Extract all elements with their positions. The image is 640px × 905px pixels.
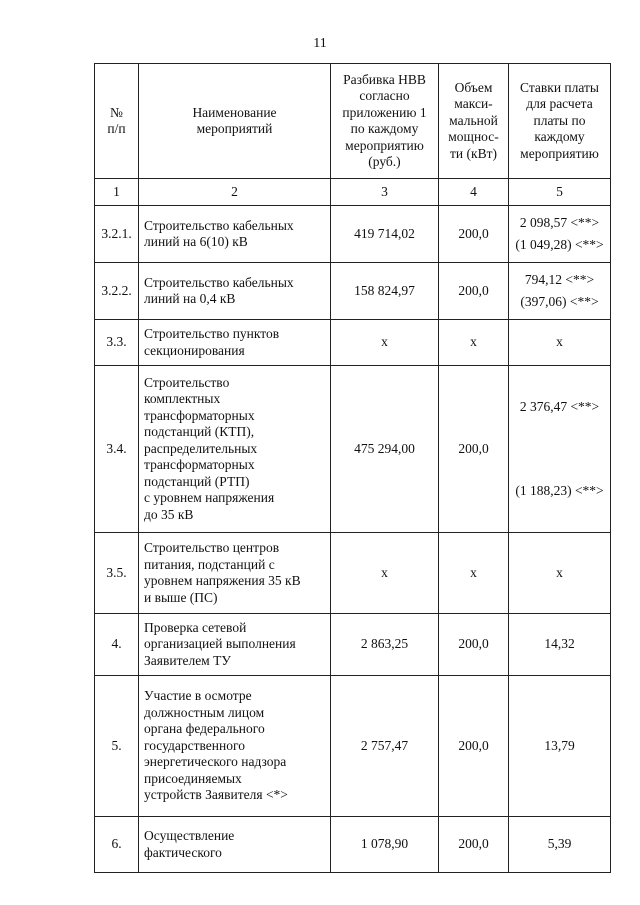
header-rate-line: для расчета [526, 96, 593, 112]
rate-main: 2 376,47 <**> [519, 399, 600, 414]
row-power: x [439, 320, 509, 366]
row-name-line: Участие в осмотре [144, 688, 252, 704]
row-number: 4. [95, 614, 139, 676]
row-name-line: Проверка сетевой [144, 619, 247, 635]
row-rate [509, 263, 611, 320]
row-nvv: 2 863,25 [331, 614, 439, 676]
row-name-line: Строительство [144, 374, 230, 390]
row-name-line: Строительство центров [144, 540, 280, 555]
rate-alt: (397,06) <**> [520, 293, 599, 309]
header-power-line: ти (кВт) [450, 145, 497, 161]
row-name [139, 817, 331, 873]
rate-main: 2 098,57 <**> [519, 215, 600, 230]
row-name [139, 614, 331, 676]
row-nvv: 475 294,00 [331, 366, 439, 533]
row-power: 200,0 [439, 817, 509, 873]
rate-stack [513, 272, 606, 310]
table-body [95, 206, 611, 873]
row-name-line: присоединяемых [144, 770, 242, 786]
index-row [95, 179, 611, 206]
header-name [139, 64, 331, 179]
header-rate [509, 64, 611, 179]
table-row [95, 676, 611, 817]
row-name-line: уровнем напряжения 35 кВ [144, 573, 301, 588]
header-power-line: макси- [454, 96, 493, 112]
row-rate: 14,32 [509, 614, 611, 676]
row-number: 3.2.1. [95, 206, 139, 263]
header-nvv-line: согласно [359, 88, 410, 103]
index-cell: 5 [509, 179, 611, 206]
row-rate: x [509, 320, 611, 366]
row-name-line: организацией выполнения [144, 636, 296, 652]
row-name [139, 206, 331, 263]
table-row [95, 366, 611, 533]
rate-alt: (1 188,23) <**> [515, 482, 604, 498]
header-rate-line: мероприятию [520, 145, 599, 161]
row-name-line: Заявителем ТУ [144, 652, 231, 668]
row-nvv: 158 824,97 [331, 263, 439, 320]
row-nvv: x [331, 533, 439, 614]
page-number: 11 [313, 36, 327, 51]
row-name-line: с уровнем напряжения [144, 490, 275, 506]
header-nvv-line: приложению 1 [342, 104, 427, 120]
row-name-line: подстанций (КТП), [144, 424, 255, 440]
row-number: 6. [95, 817, 139, 873]
row-rate: 13,79 [509, 676, 611, 817]
header-nvv-line: мероприятию [345, 137, 424, 153]
row-name-line: фактического [144, 844, 222, 860]
header-name-line: мероприятий [196, 121, 273, 136]
row-power: 200,0 [439, 366, 509, 533]
header-rate-line: Ставки платы [520, 79, 599, 95]
header-power-line: мальной [449, 112, 498, 128]
row-name-line: и выше (ПС) [144, 589, 218, 605]
row-number: 3.5. [95, 533, 139, 614]
header-nvv-line: по каждому [350, 121, 419, 136]
index-cell: 4 [439, 179, 509, 206]
row-name [139, 263, 331, 320]
row-rate: 5,39 [509, 817, 611, 873]
row-rate [509, 366, 611, 533]
index-cell: 1 [95, 179, 139, 206]
row-rate [509, 206, 611, 263]
rate-alt: (1 049,28) <**> [515, 236, 604, 252]
row-power: 200,0 [439, 263, 509, 320]
row-name-line: до 35 кВ [144, 506, 194, 522]
table-row [95, 533, 611, 614]
index-cell: 3 [331, 179, 439, 206]
header-num-line: п/п [107, 121, 126, 136]
row-number: 3.2.2. [95, 263, 139, 320]
row-name-line: линий на 0,4 кВ [144, 291, 236, 306]
row-name-line: органа федерального [144, 721, 265, 737]
rate-stack [513, 399, 606, 499]
header-num-line: № [110, 104, 123, 120]
table-row [95, 263, 611, 320]
header-power [439, 64, 509, 179]
row-nvv: 1 078,90 [331, 817, 439, 873]
header-power-line: мощнос- [448, 129, 499, 145]
row-name-line: линий на 6(10) кВ [144, 234, 248, 249]
header-nvv [331, 64, 439, 179]
row-name-line: трансформаторных [144, 407, 255, 423]
table-row [95, 817, 611, 873]
header-num [95, 64, 139, 179]
row-name-line: Строительство кабельных [144, 274, 294, 290]
row-name [139, 676, 331, 817]
row-power: 200,0 [439, 614, 509, 676]
row-name-line: Строительство кабельных [144, 217, 294, 233]
index-cell: 2 [139, 179, 331, 206]
header-name-line: Наименование [192, 104, 277, 120]
row-name-line: государственного [144, 737, 245, 753]
row-name-line: Осуществление [144, 828, 235, 843]
row-name-line: подстанций (РТП) [144, 473, 250, 489]
row-name [139, 320, 331, 366]
row-nvv: 419 714,02 [331, 206, 439, 263]
header-rate-line: каждому [534, 129, 585, 145]
rate-stack [513, 215, 606, 253]
rates-table [94, 63, 611, 873]
header-nvv-line: (руб.) [368, 154, 401, 169]
row-power: x [439, 533, 509, 614]
header-power-line: Объем [454, 79, 493, 95]
row-rate: x [509, 533, 611, 614]
row-power: 200,0 [439, 206, 509, 263]
row-name-line: распределительных [144, 440, 258, 456]
row-number: 3.3. [95, 320, 139, 366]
header-rate-line: платы по [533, 112, 586, 128]
row-name-line: трансформаторных [144, 457, 255, 473]
row-number: 3.4. [95, 366, 139, 533]
row-name-line: должностным лицом [144, 704, 265, 720]
table-row [95, 320, 611, 366]
row-name-line: энергетического надзора [144, 754, 287, 770]
row-name-line: Строительство пунктов [144, 326, 280, 341]
header-nvv-line: Разбивка НВВ [343, 71, 426, 87]
row-number: 5. [95, 676, 139, 817]
row-nvv: x [331, 320, 439, 366]
row-nvv: 2 757,47 [331, 676, 439, 817]
row-name-line: питания, подстанций с [144, 556, 275, 572]
table-row [95, 614, 611, 676]
rate-main: 794,12 <**> [524, 272, 595, 287]
row-name [139, 533, 331, 614]
row-name-line: секционирования [144, 342, 245, 358]
row-power: 200,0 [439, 676, 509, 817]
row-name-line: устройств Заявителя <*> [144, 787, 288, 803]
row-name [139, 366, 331, 533]
header-row [95, 64, 611, 179]
row-name-line: комплектных [144, 391, 221, 407]
table-row [95, 206, 611, 263]
